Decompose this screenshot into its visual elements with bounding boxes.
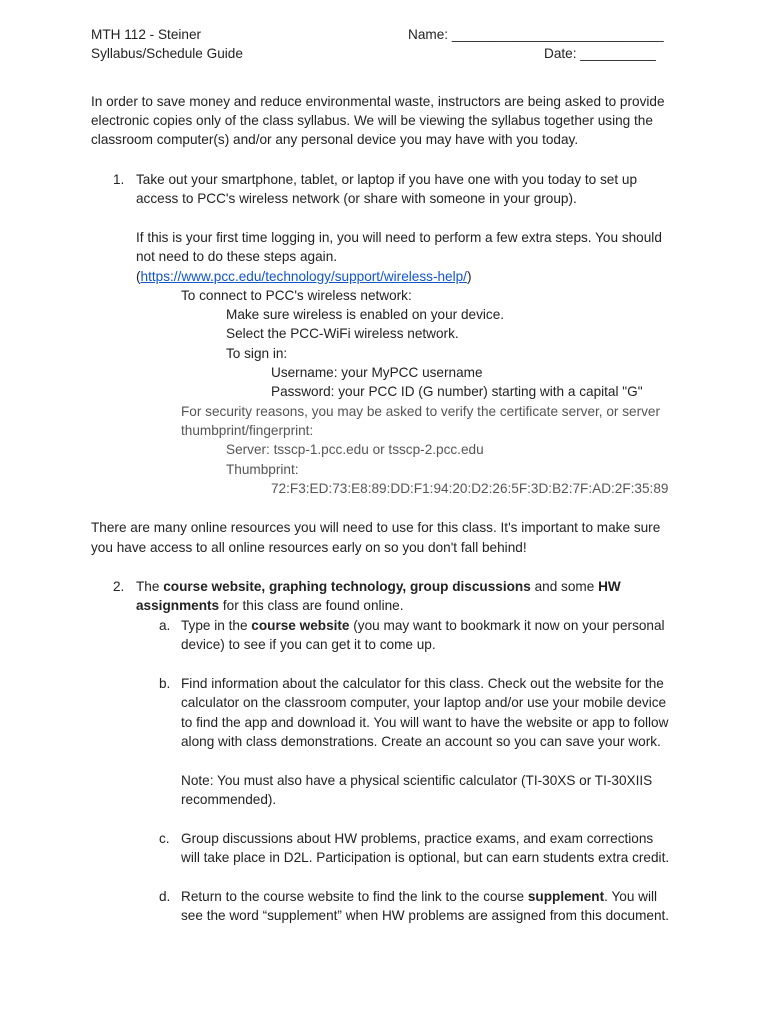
item-1-number: 1. — [113, 172, 125, 187]
link-close-paren: ) — [466, 269, 472, 284]
sub-a-label: a. — [159, 618, 171, 633]
connect-heading: To connect to PCC's wireless network: — [181, 288, 412, 303]
item-2-bold-online-tools: course website, graphing technology, group discussions — [163, 579, 531, 594]
item-2-line-2 — [136, 596, 403, 615]
item-1-line-2: access to PCC's wireless network (or share with someone in your group). — [136, 191, 577, 206]
item-2-bold-hw: HW — [598, 579, 621, 594]
intro-line-3: classroom computer(s) and/or any personal device you may have with you today. — [91, 132, 579, 147]
sub-a-text: Type in the — [181, 618, 252, 633]
first-time-line-2: not need to do these steps again. — [136, 249, 338, 264]
wireless-help-link[interactable]: https://www.pcc.edu/technology/support/wireless-help/ — [140, 269, 467, 284]
name-field-label: Name: ____________________________ — [408, 27, 664, 42]
first-time-line-1: If this is your first time logging in, you will need to perform a few extra steps. You should — [136, 230, 662, 245]
sub-a-bold-course-website: course website — [251, 618, 350, 633]
wireless-help-link-row — [136, 267, 471, 286]
item-2-line-1 — [136, 577, 621, 596]
sub-a-text: (you may want to bookmark it now on your personal — [349, 618, 665, 633]
item-2-text: and some — [530, 579, 599, 594]
item-1-line-1: Take out your smartphone, tablet, or laptop if you have one with you today to set up — [136, 172, 638, 187]
sub-a-line-1 — [181, 616, 665, 635]
sub-a-line-2: device) to see if you can get it to come up. — [181, 637, 436, 652]
item-2-bold-assignments: assignments — [136, 598, 220, 613]
sub-b-label: b. — [159, 676, 171, 691]
resources-line-2: you have access to all online resources early on so you don't fall behind! — [91, 540, 527, 555]
security-line-1: For security reasons, you may be asked to verify the certificate server, or server — [181, 404, 660, 419]
resources-line-1: There are many online resources you will need to use for this class. It's important to make sure — [91, 520, 661, 535]
step-enable-wireless: Make sure wireless is enabled on your device. — [226, 307, 505, 322]
username-instruction: Username: your MyPCC username — [271, 365, 483, 380]
sub-b-line-3: to find the app and download it. You will want to have the website or app to follow — [181, 715, 669, 730]
sub-b-line-1: Find information about the calculator for this class. Check out the website for the — [181, 676, 664, 691]
server-names: Server: tsscp-1.pcc.edu or tsscp-2.pcc.edu — [226, 442, 484, 457]
security-line-2: thumbprint/fingerprint: — [181, 423, 314, 438]
password-instruction: Password: your PCC ID (G number) starting with a capital "G" — [271, 384, 643, 399]
sub-c-label: c. — [159, 831, 170, 846]
sub-d-text: . You will — [604, 889, 658, 904]
step-sign-in: To sign in: — [226, 346, 288, 361]
sub-c-line-1: Group discussions about HW problems, practice exams, and exam corrections — [181, 831, 654, 846]
item-2-number: 2. — [113, 579, 125, 594]
sub-d-text: Return to the course website to find the link to the course — [181, 889, 528, 904]
step-select-network: Select the PCC-WiFi wireless network. — [226, 326, 459, 341]
sub-b-note-line-2: recommended). — [181, 792, 277, 807]
thumbprint-value: 72:F3:ED:73:E8:89:DD:F1:94:20:D2:26:5F:3D:B2:7F:AD:2F:35:89 — [271, 481, 669, 496]
date-field-label: Date: __________ — [544, 46, 656, 61]
intro-line-1: In order to save money and reduce environmental waste, instructors are being asked to provide — [91, 94, 665, 109]
course-title: MTH 112 - Steiner — [91, 27, 202, 42]
item-2-text: The — [136, 579, 164, 594]
sub-d-bold-supplement: supplement — [527, 889, 605, 904]
sub-b-line-2: calculator on the classroom computer, your laptop and/or use your mobile device — [181, 695, 667, 710]
sub-d-line-2: see the word “supplement” when HW problems are assigned from this document. — [181, 908, 670, 923]
thumbprint-label: Thumbprint: — [226, 462, 299, 477]
intro-line-2: electronic copies only of the class syllabus. We will be viewing the syllabus together using the — [91, 113, 653, 128]
sub-b-line-4: along with class demonstrations. Create an account so you can save your work. — [181, 734, 661, 749]
sub-d-line-1 — [181, 887, 657, 906]
sub-b-note-line-1: Note: You must also have a physical scientific calculator (TI-30XS or TI-30XIIS — [181, 773, 653, 788]
sub-d-label: d. — [159, 889, 171, 904]
guide-title: Syllabus/Schedule Guide — [91, 46, 243, 61]
link-open-paren: ( — [136, 269, 141, 284]
sub-c-line-2: will take place in D2L. Participation is optional, but can earn students extra credit. — [181, 850, 670, 865]
item-2-text: for this class are found online. — [219, 598, 404, 613]
